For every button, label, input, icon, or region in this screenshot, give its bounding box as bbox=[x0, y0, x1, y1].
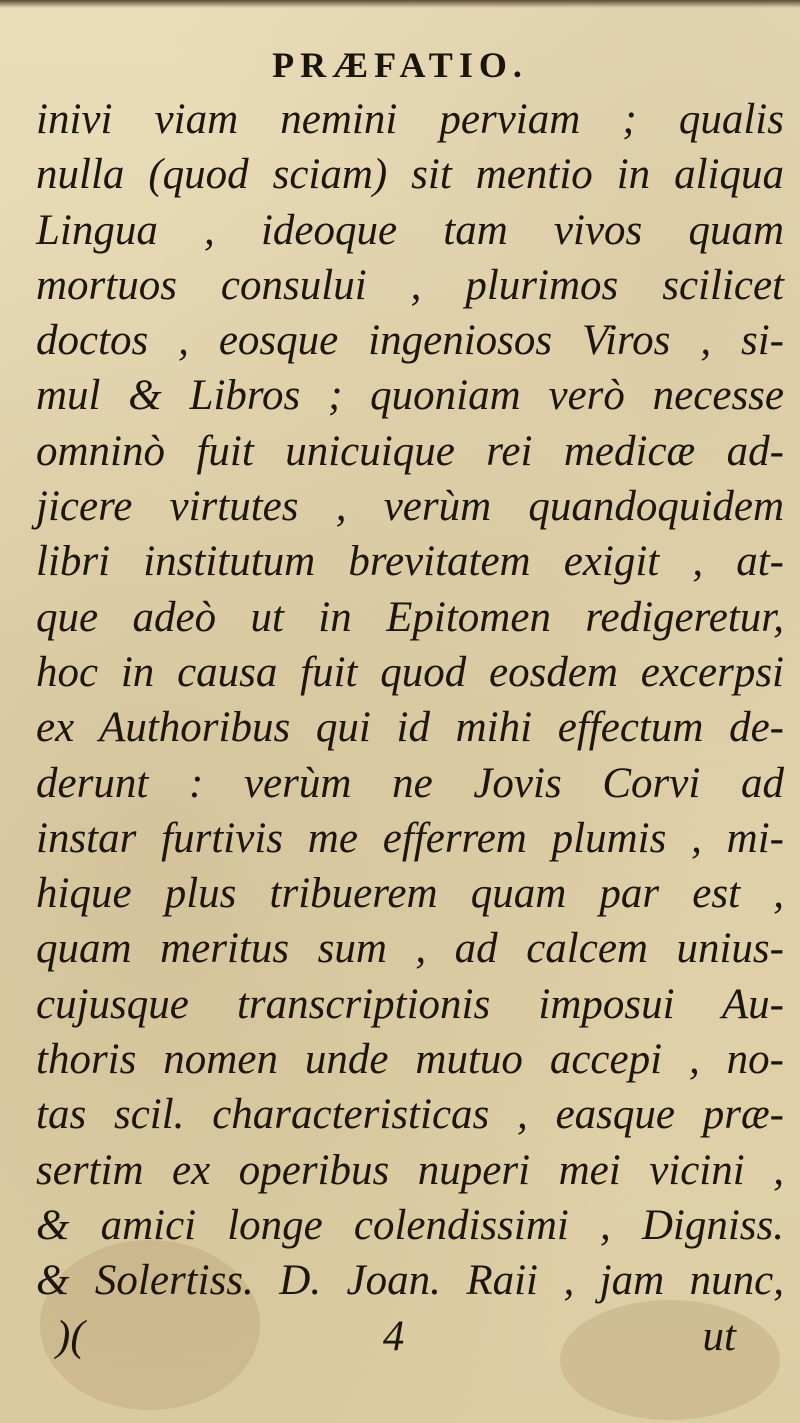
text-line: mul & Libros ; quoniam verò necesse bbox=[36, 372, 784, 420]
text-line: & Solertiss. D. Joan. Raii , jam nunc, bbox=[36, 1257, 784, 1305]
signature-mark: )( 4 bbox=[56, 1312, 405, 1360]
text-line: doctos , eosque ingeniosos Viros , si- bbox=[36, 317, 784, 365]
body-text bbox=[36, 92, 784, 1364]
text-line: inivi viam nemini perviam ; qualis bbox=[36, 96, 784, 143]
text-line: cujusque transcriptionis imposui Au- bbox=[36, 980, 784, 1028]
text-line: mortuos consului , plurimos scilicet bbox=[36, 261, 784, 309]
catchline bbox=[56, 1309, 736, 1364]
text-line: ex Authoribus qui id mihi effectum de- bbox=[36, 704, 784, 752]
text-line: tas scil. characteristicas , easque præ- bbox=[36, 1091, 784, 1139]
page-top-edge bbox=[0, 0, 800, 8]
text-line: & amici longe colendissimi , Digniss. bbox=[36, 1201, 784, 1249]
text-line: hique plus tribuerem quam par est , bbox=[36, 870, 784, 918]
text-line: hoc in causa fuit quod eosdem excerpsi bbox=[36, 648, 784, 696]
text-line: nulla (quod sciam) sit mentio in aliqua bbox=[36, 151, 784, 199]
text-line: instar furtivis me efferrem plumis , mi- bbox=[36, 814, 784, 862]
text-line: libri institutum brevitatem exigit , at- bbox=[36, 538, 784, 586]
text-line: omninò fuit unicuique rei medicæ ad- bbox=[36, 427, 784, 475]
text-line: que adeò ut in Epitomen redigeretur, bbox=[36, 593, 784, 641]
text-line: quam meritus sum , ad calcem unius- bbox=[36, 925, 784, 973]
text-line: sertim ex operibus nuperi mei vicini , bbox=[36, 1146, 784, 1194]
text-line: Lingua , ideoque tam vivos quam bbox=[36, 206, 784, 254]
page-header-title: PRÆFATIO. bbox=[272, 45, 528, 85]
text-line: thoris nomen unde mutuo accepi , no- bbox=[36, 1036, 784, 1084]
text-line: jicere virtutes , verùm quandoquidem bbox=[36, 483, 784, 531]
text-line: derunt : verùm ne Jovis Corvi ad bbox=[36, 759, 784, 807]
catchword: ut bbox=[702, 1312, 736, 1360]
